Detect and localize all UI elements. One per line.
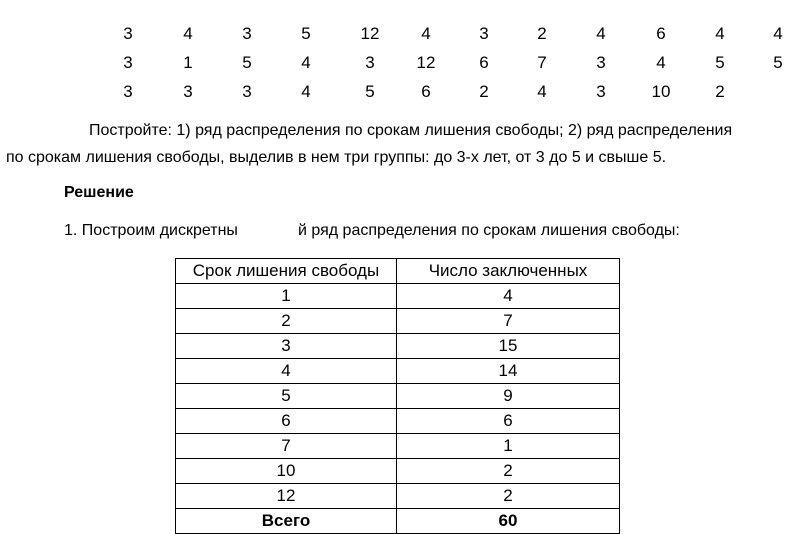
data-value: 5 bbox=[365, 82, 375, 101]
data-value: 2 bbox=[715, 82, 725, 101]
data-value: 7 bbox=[537, 53, 547, 72]
header-term: Срок лишения свободы bbox=[176, 259, 397, 284]
table-row bbox=[176, 484, 620, 509]
total-label: Всего bbox=[176, 509, 397, 534]
data-value: 3 bbox=[123, 24, 133, 43]
task-line-1: Постройте: 1) ряд распределения по срокам лишения свободы; 2) ряд распределения bbox=[89, 122, 733, 139]
cell-term: 7 bbox=[176, 434, 397, 459]
cell-count: 7 bbox=[397, 309, 620, 334]
cell-term: 5 bbox=[176, 384, 397, 409]
cell-count: 4 bbox=[397, 284, 620, 309]
data-value: 4 bbox=[183, 24, 193, 43]
data-value: 12 bbox=[416, 53, 436, 72]
data-value: 12 bbox=[360, 24, 380, 43]
table-total-row bbox=[176, 509, 620, 534]
table-row bbox=[176, 334, 620, 359]
data-value: 2 bbox=[537, 24, 547, 43]
cell-term: 10 bbox=[176, 459, 397, 484]
cell-count: 15 bbox=[397, 334, 620, 359]
data-value: 5 bbox=[301, 24, 311, 43]
cell-count: 9 bbox=[397, 384, 620, 409]
cell-count: 2 bbox=[397, 484, 620, 509]
header-count: Число заключенных bbox=[397, 259, 620, 284]
data-value: 3 bbox=[596, 82, 606, 101]
data-value: 4 bbox=[596, 24, 606, 43]
data-value: 10 bbox=[651, 82, 671, 101]
data-value: 4 bbox=[421, 24, 431, 43]
data-value: 4 bbox=[656, 53, 666, 72]
task-line-2: по срокам лишения свободы, выделив в нем три группы: до 3-х лет, от 3 до 5 и свыше 5. bbox=[6, 149, 667, 166]
data-value: 5 bbox=[773, 53, 783, 72]
distribution-table bbox=[175, 258, 620, 534]
data-value: 3 bbox=[123, 53, 133, 72]
data-value: 3 bbox=[596, 53, 606, 72]
table-header-row bbox=[176, 259, 620, 284]
data-value: 3 bbox=[365, 53, 375, 72]
table-row bbox=[176, 434, 620, 459]
data-value: 3 bbox=[242, 24, 252, 43]
data-value: 3 bbox=[479, 24, 489, 43]
data-value: 3 bbox=[183, 82, 193, 101]
data-value: 4 bbox=[773, 24, 783, 43]
data-value: 4 bbox=[301, 53, 311, 72]
table-row bbox=[176, 384, 620, 409]
data-value: 4 bbox=[715, 24, 725, 43]
cell-count: 2 bbox=[397, 459, 620, 484]
data-value: 5 bbox=[242, 53, 252, 72]
data-value: 6 bbox=[479, 53, 489, 72]
step1-text-part-a: 1. Построим дискретны bbox=[64, 222, 238, 239]
cell-term: 2 bbox=[176, 309, 397, 334]
step1-text-part-b: й ряд распределения по срокам лишения свободы: bbox=[298, 222, 680, 239]
data-value: 5 bbox=[715, 53, 725, 72]
data-value: 1 bbox=[183, 53, 193, 72]
cell-count: 6 bbox=[397, 409, 620, 434]
table-row bbox=[176, 359, 620, 384]
table-row bbox=[176, 284, 620, 309]
data-value: 6 bbox=[421, 82, 431, 101]
solution-heading: Решение bbox=[64, 184, 134, 201]
cell-term: 1 bbox=[176, 284, 397, 309]
data-value: 3 bbox=[123, 82, 133, 101]
cell-term: 12 bbox=[176, 484, 397, 509]
data-value: 4 bbox=[301, 82, 311, 101]
table-row bbox=[176, 309, 620, 334]
data-value: 6 bbox=[656, 24, 666, 43]
total-count: 60 bbox=[397, 509, 620, 534]
table-body bbox=[176, 284, 620, 534]
cell-term: 4 bbox=[176, 359, 397, 384]
cell-count: 1 bbox=[397, 434, 620, 459]
table-row bbox=[176, 459, 620, 484]
data-value: 2 bbox=[479, 82, 489, 101]
data-value: 4 bbox=[537, 82, 547, 101]
cell-term: 6 bbox=[176, 409, 397, 434]
cell-count: 14 bbox=[397, 359, 620, 384]
table-row bbox=[176, 409, 620, 434]
cell-term: 3 bbox=[176, 334, 397, 359]
data-value: 3 bbox=[242, 82, 252, 101]
